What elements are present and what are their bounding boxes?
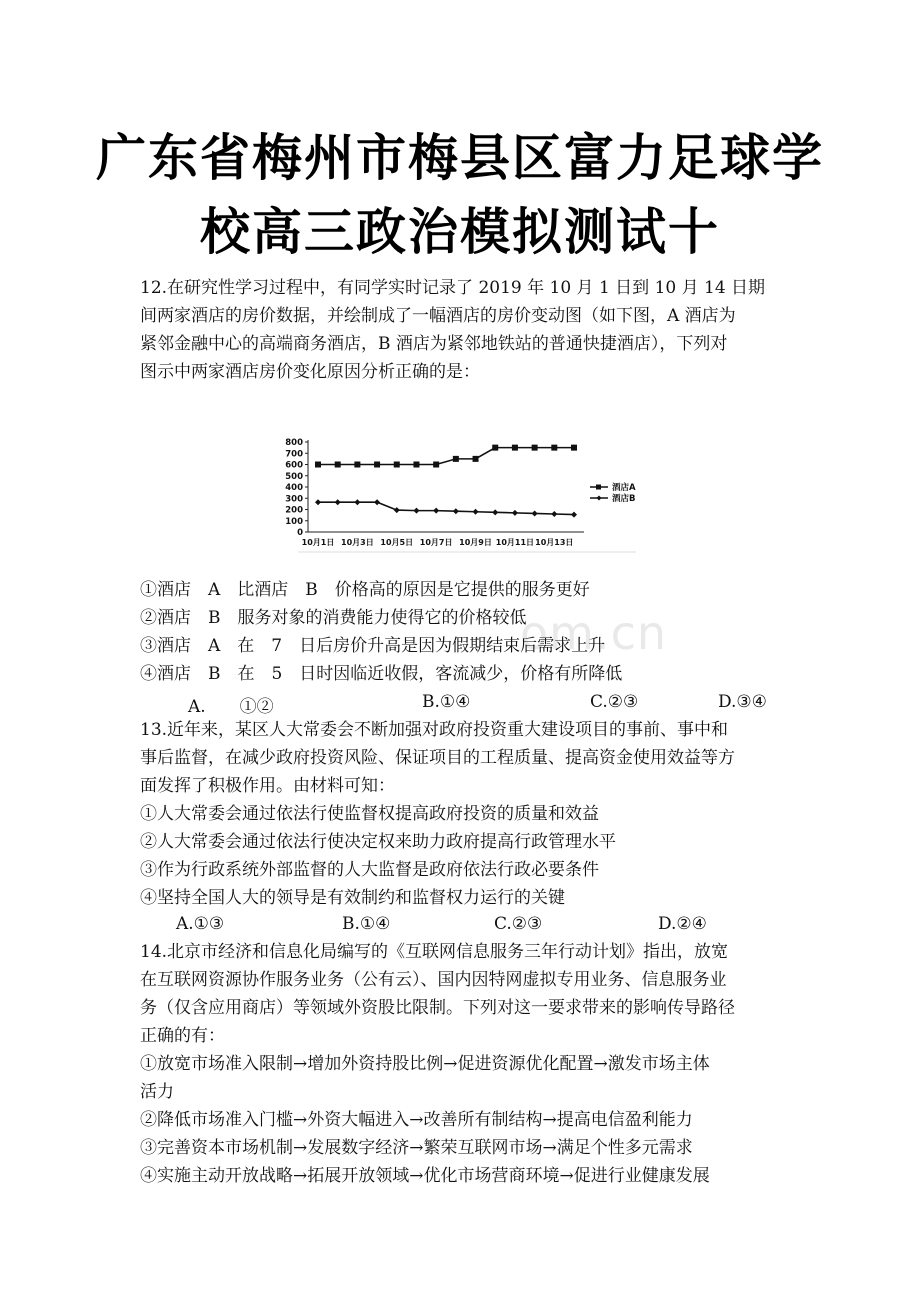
hotel-b-point xyxy=(394,507,400,513)
hotel-a-point xyxy=(354,462,360,468)
hotel-a-point xyxy=(335,462,341,468)
q12-text-line: 图示中两家酒店房价变化原因分析正确的是： xyxy=(140,362,480,382)
hotel-b-point xyxy=(571,512,577,518)
legend-label: 酒店A xyxy=(612,483,636,493)
hotel-a-point xyxy=(473,456,479,462)
q12-statement: ③酒店 A 在 7 日后房价升高是因为假期结束后需求上升 xyxy=(140,636,606,656)
hotel-b-point xyxy=(315,499,321,505)
y-tick-label: 300 xyxy=(285,494,303,505)
q12-statement: ①酒店 A 比酒店 B 价格高的原因是它提供的服务更好 xyxy=(140,580,590,600)
legend-diamond-marker xyxy=(597,496,602,501)
q14-statement: 活力 xyxy=(140,1082,174,1102)
hotel-b-point xyxy=(374,499,380,505)
q13-text-line: 面发挥了积极作用。由材料可知： xyxy=(140,776,395,796)
q13-statement: ③作为行政系统外部监督的人大监督是政府依法行政必要条件 xyxy=(140,860,599,880)
x-tick-label: 10月3日 xyxy=(341,538,374,547)
q13-statement: ①人大常委会通过依法行使监督权提高政府投资的质量和效益 xyxy=(140,804,599,824)
hotel-a-point xyxy=(492,445,498,451)
hotel-a-point xyxy=(374,462,380,468)
y-tick-label: 200 xyxy=(285,505,303,516)
q12-option-c[interactable]: C.②③ xyxy=(590,692,639,712)
q12-text-line: 12.在研究性学习过程中，有同学实时记录了 2019 年 10 月 1 日到 10 月 14 日期 xyxy=(140,278,766,298)
document-title-line-2: 校高三政治模拟测试十 xyxy=(200,203,720,261)
hotel-a-point xyxy=(512,445,518,451)
y-tick-label: 700 xyxy=(285,449,303,460)
document-title-line-1: 广东省梅州市梅县区富力足球学 xyxy=(96,129,824,187)
q14-text-line: 在互联网资源协作服务业务（公有云）、国内因特网虚拟专用业务、信息服务业 xyxy=(140,970,727,990)
x-tick-label: 10月7日 xyxy=(419,538,453,547)
hotel-b-point xyxy=(473,509,479,515)
q13-statement: ②人大常委会通过依法行使决定权来助力政府提高行政管理水平 xyxy=(140,832,616,852)
x-tick-label: 10月1日 xyxy=(301,538,335,547)
q14-statement: ①放宽市场准入限制→增加外资持股比例→促进资源优化配置→激发市场主体 xyxy=(140,1054,710,1074)
hotel-a-point xyxy=(394,462,400,468)
q12-option-b[interactable]: B.①④ xyxy=(422,692,471,712)
q13-text-line: 事后监督，在减少政府投资风险、保证项目的工程质量、提高资金使用效益等方 xyxy=(140,748,735,768)
hotel-a-point xyxy=(413,462,419,468)
hotel-b-point xyxy=(532,510,538,516)
hotel-b-point xyxy=(492,509,498,515)
legend-square-marker xyxy=(596,485,601,490)
q13-text-line: 13.近年来，某区人大常委会不断加强对政府投资重大建设项目的事前、事中和 xyxy=(140,720,729,740)
q12-option-a[interactable]: A. ①② xyxy=(188,697,274,717)
x-tick-label: 10月13日 xyxy=(535,538,574,547)
y-tick-label: 500 xyxy=(285,471,303,482)
hotel-a-point xyxy=(453,456,459,462)
x-tick-label: 10月9日 xyxy=(459,538,492,547)
q12-statement: ④酒店 B 在 5 日时因临近收假，客流减少，价格有所降低 xyxy=(140,664,623,684)
q13-option-d[interactable]: D.②④ xyxy=(658,914,707,934)
q14-text-line: 务（仅含应用商店）等领域外资股比限制。下列对这一要求带来的影响传导路径 xyxy=(140,998,735,1018)
watermark: om.cn xyxy=(520,606,668,660)
hotel-b-point xyxy=(413,508,419,514)
x-tick-label: 10月11日 xyxy=(495,538,535,547)
q13-option-b[interactable]: B.①④ xyxy=(342,914,391,934)
hotel-a-point xyxy=(532,445,538,451)
hotel-a-point xyxy=(315,462,321,468)
hotel-a-point xyxy=(571,445,577,451)
q13-statement: ④坚持全国人大的领导是有效制约和监督权力运行的关键 xyxy=(140,888,565,908)
q13-option-c[interactable]: C.②③ xyxy=(494,914,543,934)
q12-text-line: 间两家酒店的房价数据，并绘制成了一幅酒店的房价变动图（如下图，A 酒店为 xyxy=(140,306,736,326)
q12-text-line: 紧邻金融中心的高端商务酒店，B 酒店为紧邻地铁站的普通快捷酒店），下列对 xyxy=(140,334,728,354)
hotel-a-point xyxy=(433,462,439,468)
q14-statement: ③完善资本市场机制→发展数字经济→繁荣互联网市场→满足个性多元需求 xyxy=(140,1138,693,1158)
hotel-b-point xyxy=(453,508,459,514)
q14-text-line: 14.北京市经济和信息化局编写的《互联网信息服务三年行动计划》指出，放宽 xyxy=(140,942,729,962)
hotel-b-point xyxy=(335,499,341,505)
x-tick-label: 10月5日 xyxy=(380,538,414,547)
y-tick-label: 0 xyxy=(297,528,303,538)
q14-statement: ④实施主动开放战略→拓展开放领域→优化市场营商环境→促进行业健康发展 xyxy=(140,1166,710,1186)
hotel-b-point xyxy=(354,499,360,505)
hotel-price-line-chart xyxy=(280,430,640,555)
q14-text-line: 正确的有： xyxy=(140,1026,225,1046)
y-tick-label: 400 xyxy=(285,483,303,493)
q12-option-d[interactable]: D.③④ xyxy=(718,692,767,712)
q14-statement: ②降低市场准入门槛→外资大幅进入→改善所有制结构→提高电信盈利能力 xyxy=(140,1110,693,1130)
hotel-b-point xyxy=(433,508,439,514)
hotel-a-point xyxy=(551,445,557,451)
hotel-b-point xyxy=(551,511,557,517)
y-tick-label: 800 xyxy=(285,438,303,448)
hotel-b-point xyxy=(512,510,518,516)
q12-statement: ②酒店 B 服务对象的消费能力使得它的价格较低 xyxy=(140,608,527,628)
y-tick-label: 100 xyxy=(285,516,303,527)
legend-label: 酒店B xyxy=(612,494,636,504)
q13-option-a[interactable]: A.①③ xyxy=(176,914,225,934)
y-tick-label: 600 xyxy=(285,460,303,471)
